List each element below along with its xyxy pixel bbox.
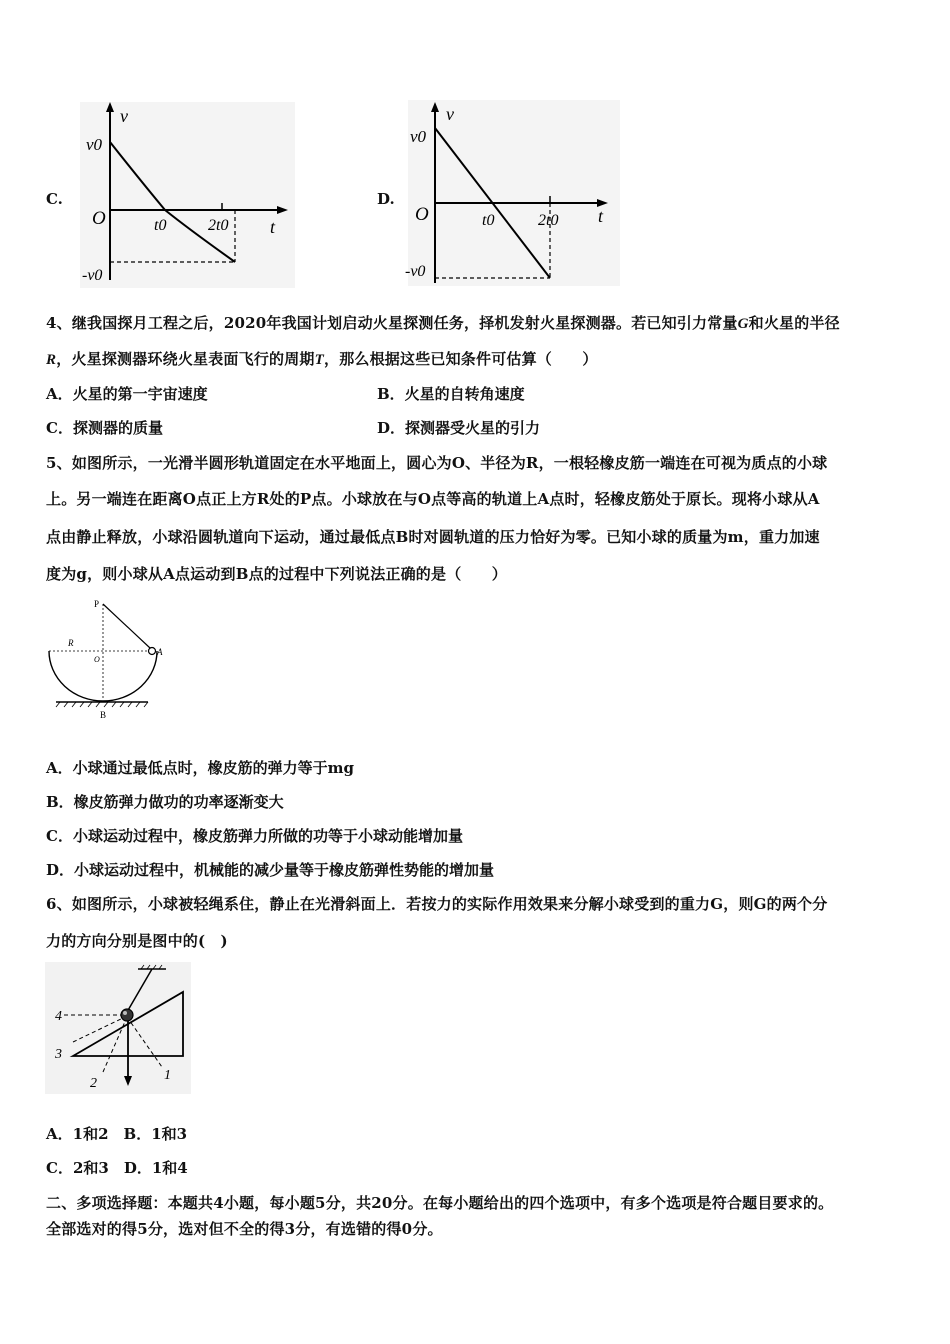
q4-stem-line1 — [46, 312, 840, 333]
q5-label-p: P — [94, 599, 100, 609]
section2-header-line2: 全部选对的得5分，选对但不全的得3分，有选错的得0分。 — [46, 1220, 443, 1238]
q6-ball-highlight — [123, 1011, 127, 1015]
q5-figure — [44, 596, 164, 720]
q4-option-b[interactable]: B．火星的自转角速度 — [377, 385, 525, 403]
q5-ground-hatch — [56, 702, 148, 707]
q6-options-row1[interactable]: A．1和2 B．1和3 — [46, 1125, 188, 1143]
graph-c-t0-label: t0 — [154, 217, 167, 234]
q4-option-a[interactable]: A．火星的第一宇宙速度 — [46, 385, 208, 403]
q5-option-c[interactable]: C．小球运动过程中，橡皮筋弹力所做的功等于小球动能增加量 — [46, 827, 463, 845]
var-t: T — [314, 352, 324, 368]
graph-d-2t0-label: 2t0 — [538, 212, 559, 229]
option-d-label: D. — [377, 190, 395, 208]
graph-c-neg-v0-label: -v0 — [82, 267, 103, 284]
graph-d-neg-v0-label: -v0 — [405, 263, 426, 280]
q4-text: 和火星的半径 — [748, 314, 840, 332]
q5-stem-line3: 点由静止释放，小球沿圆轨道向下运动，通过最低点B时对圆轨道的压力恰好为零。已知小球的质量为m，重力加速 — [46, 528, 820, 546]
graph-d-x-label: t — [598, 206, 604, 226]
graph-c-x-label: t — [270, 217, 276, 237]
q6-ball — [121, 1009, 133, 1021]
q4-option-d[interactable]: D．探测器受火星的引力 — [377, 419, 541, 437]
q4-stem-line2 — [46, 348, 598, 369]
graph-d-v0-label: v0 — [410, 127, 427, 146]
q4-text: ，火星探测器环绕火星表面飞行的周期 — [56, 350, 315, 368]
q5-option-b[interactable]: B．橡皮筋弹力做功的功率逐渐变大 — [46, 793, 284, 811]
q6-label-2: 2 — [90, 1076, 97, 1091]
graph-c-origin: O — [92, 208, 106, 229]
q5-stem-line2: 上。另一端连在距离O点正上方R处的P点。小球放在与O点等高的轨道上A点时，轻橡皮筋处于原长。现将小球从A — [46, 490, 820, 508]
q6-label-1: 1 — [164, 1068, 171, 1083]
graph-c-y-label: v — [120, 106, 128, 126]
section2-header-line1: 二、多项选择题：本题共4小题，每小题5分，共20分。在每小题给出的四个选项中，有多个选项是符合题目要求的。 — [46, 1194, 834, 1212]
q5-label-b: B — [100, 710, 107, 720]
graph-d-background — [408, 100, 620, 286]
q5-stem-line1: 5、如图所示，一光滑半圆形轨道固定在水平地面上，圆心为O、半径为R，一根轻橡皮筋一端连在可视为质点的小球 — [46, 454, 828, 472]
q5-stem-line4: 度为g，则小球从A点运动到B点的过程中下列说法正确的是（ ） — [46, 565, 508, 583]
q6-options-row2[interactable]: C．2和3 D．1和4 — [46, 1159, 188, 1177]
var-g: G — [737, 316, 749, 332]
graph-c-2t0-label: 2t0 — [208, 217, 229, 234]
q5-option-d[interactable]: D．小球运动过程中，机械能的减少量等于橡皮筋弹性势能的增加量 — [46, 861, 495, 879]
graph-c-v0-label: v0 — [86, 135, 103, 154]
graph-d-y-label: v — [446, 104, 454, 124]
option-c-label: C. — [46, 190, 63, 208]
velocity-graph-d — [400, 98, 625, 290]
q6-label-3: 3 — [55, 1047, 62, 1062]
q5-rubber-band — [103, 604, 150, 648]
q6-stem-line2: 力的方向分别是图中的( ) — [46, 932, 228, 950]
q4-option-c[interactable]: C．探测器的质量 — [46, 419, 163, 437]
graph-d-t0-label: t0 — [482, 212, 495, 229]
graph-c-background — [80, 102, 295, 288]
q5-ball — [149, 648, 156, 655]
velocity-graph-c — [70, 100, 300, 290]
q4-text: ，那么根据这些已知条件可估算（ ） — [324, 350, 598, 368]
q5-label-a: A — [157, 647, 163, 657]
graph-d-origin: O — [415, 204, 429, 225]
q5-option-a[interactable]: A．小球通过最低点时，橡皮筋的弹力等于mg — [46, 759, 354, 777]
q5-label-o: O — [94, 655, 100, 664]
var-r: R — [46, 352, 57, 368]
q6-label-4: 4 — [55, 1009, 62, 1024]
q6-figure — [45, 962, 191, 1094]
q6-stem-line1: 6、如图所示，小球被轻绳系住，静止在光滑斜面上．若按力的实际作用效果来分解小球受到的重力G，则G的两个分 — [46, 895, 828, 913]
q5-label-r: R — [68, 638, 74, 648]
q4-text: 4、继我国探月工程之后，2020年我国计划启动火星探测任务，择机发射火星探测器。若已知引力常量 — [46, 314, 738, 332]
